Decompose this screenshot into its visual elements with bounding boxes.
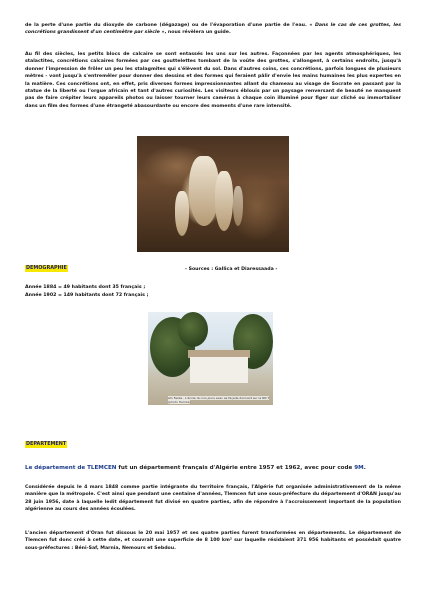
stat-1884: Année 1884 = 49 habitants dont 35 français ; <box>25 285 146 290</box>
sources-text: - Sources : Gallica et Diaressaada - <box>185 267 278 272</box>
departement-label: DEPARTEMENT <box>26 441 67 447</box>
intro-text: de la perte d'une partie du dioxyde de carbone (dégazage) ou de l'évaporation d'une partie de l'eau. « <box>25 23 315 28</box>
photo-caption: Aïn Fezza - L'école du nos jours avec sa façade donnant sur la RN 7 <box>168 396 270 400</box>
intro-quote: Dans le cas de ces grottes, les concrétions grandissent d'un centimètre par siècle <box>25 23 402 36</box>
heading-lead: Le département de TLEMCEN <box>25 465 117 471</box>
departement-paragraph-2: L'ancien département d'Oran fut dissous le 20 mai 1957 et ses quatre parties furent transformées en départements. Le département de Tlemcen fut donc créé à cette date, et couvrait une superficie de 8 100 km² sur laquelle résidaient 371 956 habitants et possédait quatre sous-préfectures : Béni-Saf, Marnia, Nemours et Sebdou. <box>25 531 401 551</box>
intro-text-end: », nous révèlera un guide. <box>159 30 231 36</box>
heading-end: . <box>363 465 366 471</box>
departement-heading <box>25 464 405 472</box>
cave-photo <box>137 136 289 252</box>
photo-credit: (photo Hamza) <box>168 400 191 404</box>
heading-body: fut un département français d'Algérie entre 1957 et 1962, avec pour code <box>116 465 355 471</box>
demographie-label: DEMOGRAPHIE <box>26 265 67 271</box>
caves-paragraph: Au fil des siècles, les petits blocs de calcaire se sont entassés les uns sur les autres. Façonnées par les agents atmosphériques, les stalactites, concrétions calcaires formées par ces gouttelettes tombant de la voûte des grottes, s'allongent, à certains endroits, jusqu'à donner l'impression de frôler un peu les stalagmites qui s'élèvent du sol. Dans d'autres coins, ces concrétions, parfois longues de plusieurs mètres - vont jusqu'à s'entremêler pour donner des dessins et des formes qui feraient pâlir d'envie les mains humaines les plus expertes en la matière. Ces concrétions ont, en effet, pris diverses formes impressionnantes allant du chameau au visage de Socrate en passant par la statue de la liberté ou l'orgue africain et tant d'autres curiosités. Les visiteurs éblouis par un paysage renversant de beauté ne manquent pas de faire crépiter leurs appareils photos ou laisser tourner leurs caméras à chaque coin illuminé pour figer sur cliché ou immortaliser dans un film des formes d'une étrangeté abasourdante ou encore des moments d'une rare intensité. <box>25 52 401 109</box>
intro-paragraph <box>25 22 401 37</box>
heading-code: 9M <box>354 465 364 471</box>
departement-paragraph-1: Considérée depuis le 4 mars 1848 comme partie intégrante du territoire français, l'Algérie fut organisée administrativement de la même manière que la métropole. C'est ainsi que pendant une centaine d'années, Tlemcen fut une sous-préfecture du département d'ORAN jusqu'au 28 juin 1956, date à laquelle ledit département fut divisé en quatre parties, afin de répondre à l'accroissement important de la population algérienne au cours des années écoulées. <box>25 485 401 513</box>
stat-1902: Année 1902 = 149 habitants dont 72 français ; <box>25 293 149 298</box>
school-photo <box>148 312 273 405</box>
